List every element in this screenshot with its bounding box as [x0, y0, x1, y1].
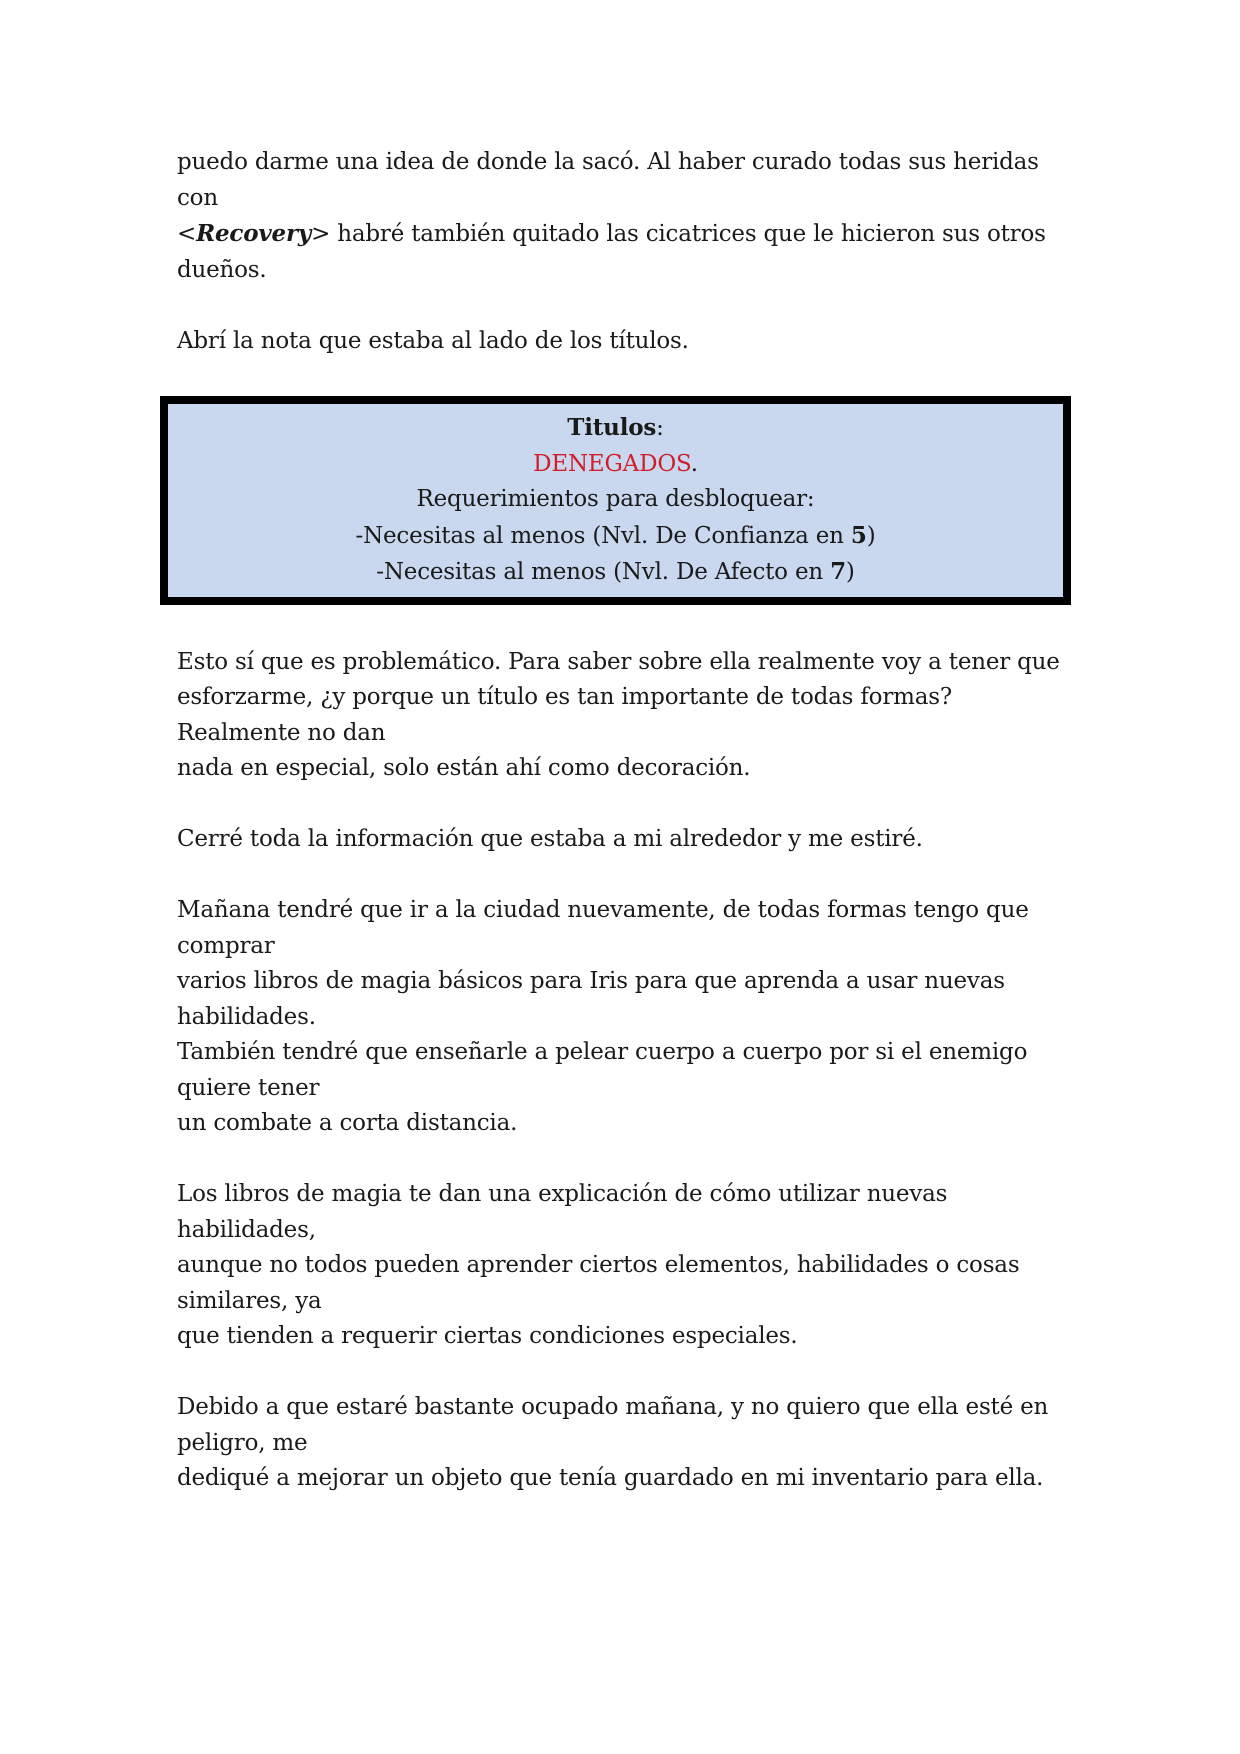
paragraph-problematic: [177, 645, 1077, 787]
paragraph-magic-books: [177, 1177, 1077, 1355]
paragraph-text: Cerré toda la información que estaba a mi alrededor y me estiré.: [177, 826, 923, 852]
requirement-value: 5: [850, 521, 867, 549]
skill-bracket-close: >: [311, 221, 331, 247]
skill-bracket-open: <: [177, 221, 197, 247]
paragraph-line: un combate a corta distancia.: [177, 1110, 518, 1136]
status-denied-line: [168, 447, 1063, 483]
paragraph-line: nada en especial, solo están ahí como decoración.: [177, 755, 751, 781]
paragraph-text: habré también quitado las cicatrices que le hicieron sus otros dueños.: [177, 221, 1046, 283]
document-page: [177, 145, 1077, 1497]
paragraph-line: Debido a que estaré bastante ocupado mañana, y no quiero que ella esté en peligro, me: [177, 1394, 1049, 1456]
requirement-value: 7: [830, 558, 846, 585]
requirement-text: -Necesitas al menos (Nvl. De Afecto en: [376, 559, 831, 585]
titles-status-window: [160, 396, 1071, 605]
paragraph-text: Abrí la nota que estaba al lado de los títulos.: [177, 327, 689, 354]
paragraph-line: Los libros de magia te dan una explicación de cómo utilizar nuevas habilidades,: [177, 1181, 948, 1243]
status-denied: DENEGADOS: [533, 450, 691, 477]
paragraph-recovery: [177, 145, 1077, 288]
requirement-close: ): [866, 522, 876, 549]
paragraph-line: También tendré que enseñarle a pelear cuerpo a cuerpo por si el enemigo quiere tener: [177, 1039, 1028, 1101]
paragraph-line: Mañana tendré que ir a la ciudad nuevamente, de todas formas tengo que comprar: [177, 897, 1029, 959]
paragraph-busy: [177, 1390, 1077, 1497]
status-title: Titulos: [567, 414, 657, 441]
paragraph-line: Esto sí que es problemático. Para saber sobre ella realmente voy a tener que: [177, 648, 1060, 675]
requirement-trust: [168, 518, 1063, 555]
requirements-label: Requerimientos para desbloquear:: [416, 486, 815, 512]
paragraph-open-note: [177, 324, 1077, 360]
paragraph-text: puedo darme una idea de donde la sacó. Al haber curado todas sus heridas con: [177, 149, 1039, 211]
skill-name: Recovery: [196, 220, 312, 247]
requirement-affection: [168, 554, 1063, 591]
paragraph-line: varios libros de magia básicos para Iris para que aprenda a usar nuevas habilidades.: [177, 968, 1005, 1030]
requirement-text: -Necesitas al menos (Nvl. De Confianza en: [355, 522, 851, 549]
status-title-colon: :: [656, 415, 664, 441]
status-title-line: [168, 410, 1063, 447]
paragraph-line: esforzarme, ¿y porque un título es tan importante de todas formas? Realmente no dan: [177, 684, 952, 746]
requirement-close: ): [845, 559, 855, 585]
paragraph-tomorrow: [177, 893, 1077, 1142]
status-denied-period: .: [690, 450, 698, 477]
paragraph-line: aunque no todos pueden aprender ciertos elementos, habilidades o cosas similares, ya: [177, 1252, 1020, 1314]
paragraph-line: dediqué a mejorar un objeto que tenía guardado en mi inventario para ella.: [177, 1465, 1044, 1491]
paragraph-line: que tienden a requerir ciertas condiciones especiales.: [177, 1323, 798, 1349]
paragraph-closed-info: [177, 822, 1077, 858]
